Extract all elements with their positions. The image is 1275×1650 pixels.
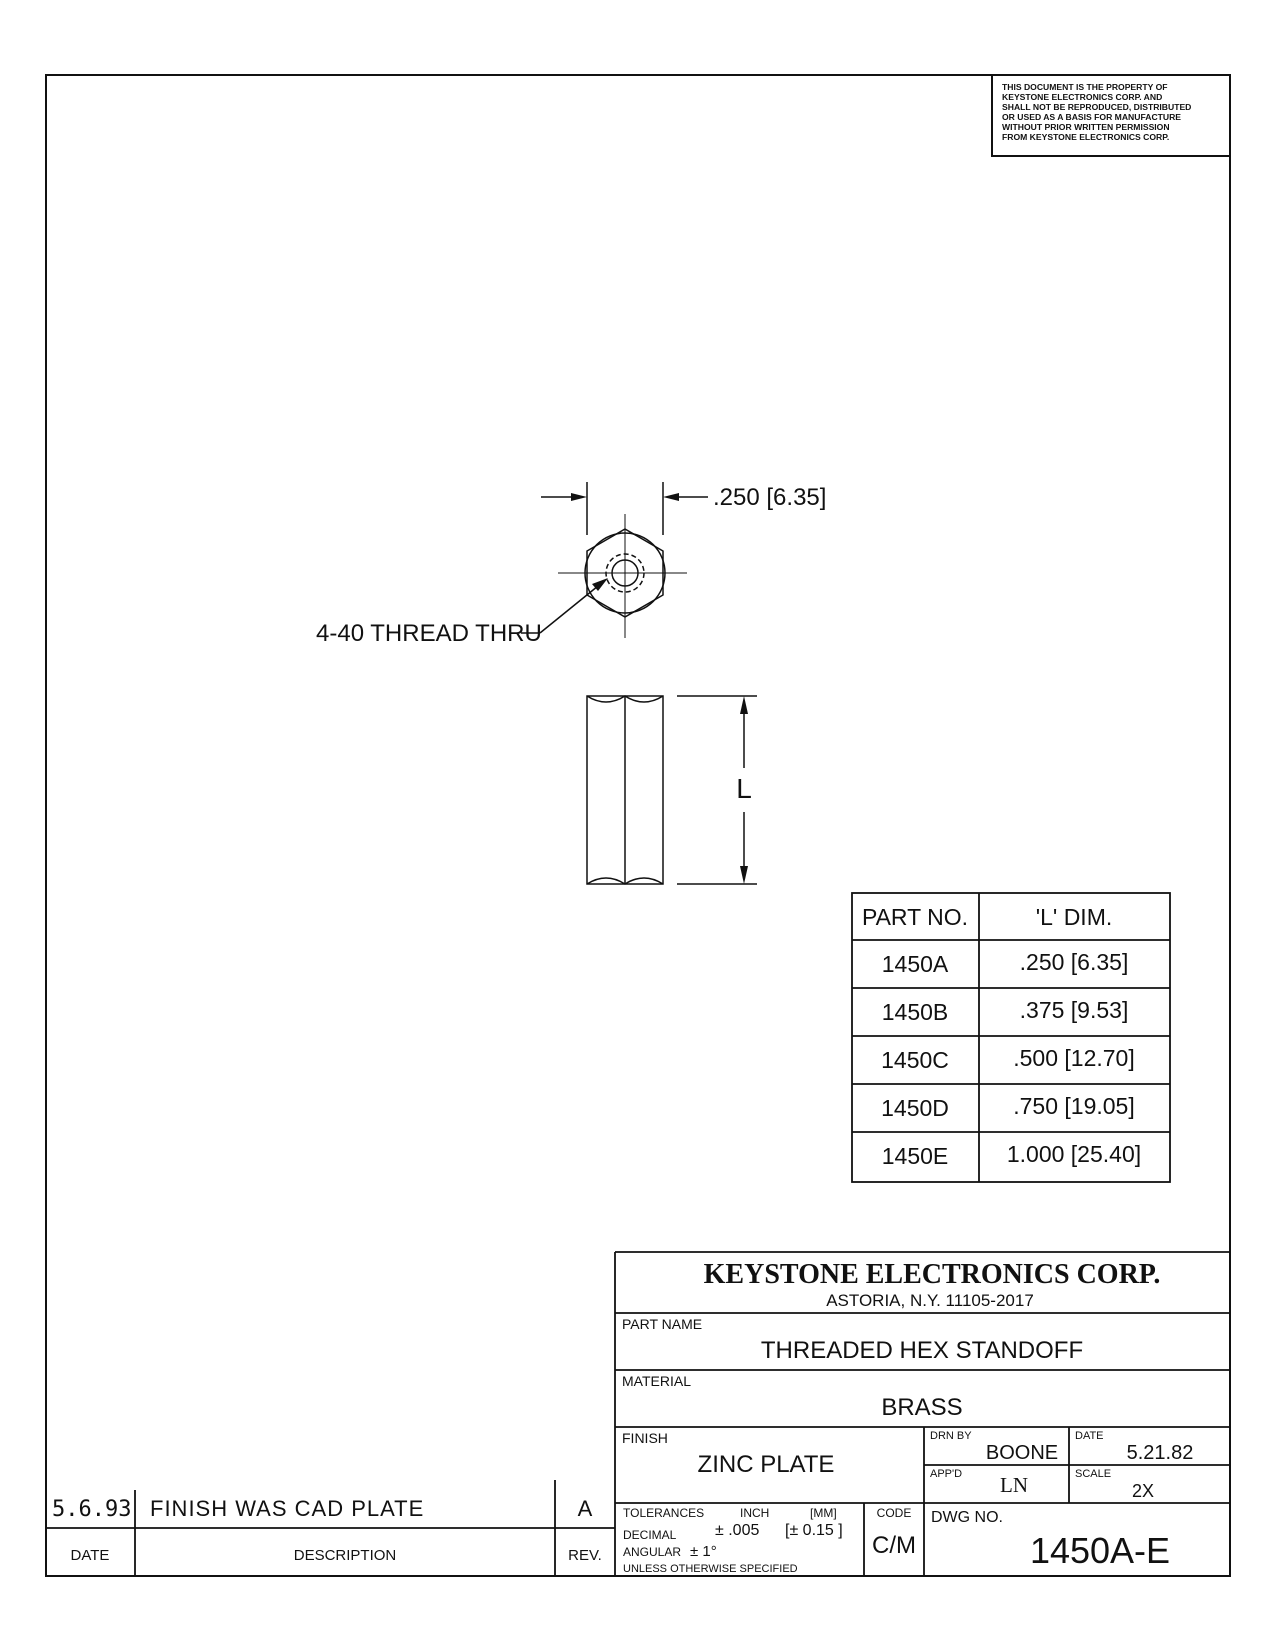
table-cell-l-dim: .500 [12.70] xyxy=(1013,1045,1135,1071)
appd-label: APP'D xyxy=(930,1468,963,1480)
table-cell-part-no: 1450E xyxy=(881,1143,949,1169)
part-name-label: PART NAME xyxy=(622,1316,703,1332)
angular-label: ANGULAR xyxy=(623,1545,682,1559)
company-address: ASTORIA, N.Y. 11105-2017 xyxy=(826,1291,1034,1310)
notice-line: WITHOUT PRIOR WRITTEN PERMISSION xyxy=(1002,122,1170,132)
decimal-label: DECIMAL xyxy=(623,1528,677,1542)
date-label: DATE xyxy=(1075,1430,1104,1442)
revision-header-date: DATE xyxy=(70,1547,110,1564)
revision-letter: A xyxy=(577,1496,593,1521)
revision-header-rev: REV. xyxy=(568,1547,602,1564)
table-cell-part-no: 1450A xyxy=(881,951,949,977)
material: BRASS xyxy=(881,1394,963,1421)
appd: LN xyxy=(1000,1473,1028,1497)
angular-tolerance: ± 1° xyxy=(690,1543,717,1560)
company-name: KEYSTONE ELECTRONICS CORP. xyxy=(703,1259,1161,1290)
code: C/M xyxy=(872,1532,916,1559)
table-header-part-no: PART NO. xyxy=(861,904,969,930)
dwg-no-label: DWG NO. xyxy=(931,1509,1003,1526)
width-dimension-label: .250 [6.35] xyxy=(713,484,827,511)
revision-description: FINISH WAS CAD PLATE xyxy=(150,1496,425,1521)
table-header-l-dim: 'L' DIM. xyxy=(1035,904,1113,930)
finish-label: FINISH xyxy=(622,1430,668,1446)
notice-line: THIS DOCUMENT IS THE PROPERTY OF xyxy=(1002,82,1168,92)
table-cell-l-dim: 1.000 [25.40] xyxy=(1006,1141,1142,1167)
table-cell-part-no: 1450C xyxy=(881,1047,949,1073)
table-cell-part-no: 1450D xyxy=(881,1095,949,1121)
scale-label: SCALE xyxy=(1075,1468,1112,1480)
ownership-notice xyxy=(992,75,1230,156)
length-label: L xyxy=(736,773,752,804)
table-cell-part-no: 1450B xyxy=(881,999,949,1025)
code-label: CODE xyxy=(876,1506,912,1520)
finish: ZINC PLATE xyxy=(697,1451,835,1478)
scale: 2X xyxy=(1131,1481,1155,1501)
notice-line: OR USED AS A BASIS FOR MANUFACTURE xyxy=(1002,112,1182,122)
material-label: MATERIAL xyxy=(622,1373,691,1389)
table-cell-l-dim: .375 [9.53] xyxy=(1019,997,1129,1023)
drn-by: BOONE xyxy=(985,1442,1059,1464)
decimal-inch-tolerance: ± .005 xyxy=(715,1522,760,1539)
table-cell-l-dim: .750 [19.05] xyxy=(1013,1093,1135,1119)
drawing-date: 5.21.82 xyxy=(1126,1442,1194,1464)
notice-line: FROM KEYSTONE ELECTRONICS CORP. xyxy=(1002,132,1170,142)
side-view xyxy=(587,696,663,884)
revision-date: 5.6.93 xyxy=(52,1497,132,1522)
part-name: THREADED HEX STANDOFF xyxy=(760,1337,1084,1364)
revision-header-description: DESCRIPTION xyxy=(293,1547,397,1564)
table-cell-l-dim: .250 [6.35] xyxy=(1019,949,1129,975)
notice-line: SHALL NOT BE REPRODUCED, DISTRIBUTED xyxy=(1002,102,1192,112)
drn-by-label: DRN BY xyxy=(930,1430,972,1442)
inch-label: INCH xyxy=(740,1506,770,1520)
tolerances-label: TOLERANCES xyxy=(623,1506,705,1520)
unless-otherwise-specified: UNLESS OTHERWISE SPECIFIED xyxy=(623,1563,798,1575)
thread-note: 4-40 THREAD THRU xyxy=(316,620,542,647)
hex-end-view xyxy=(558,514,687,638)
parts-table xyxy=(852,893,1170,1182)
mm-label: [MM] xyxy=(810,1506,837,1520)
decimal-mm-tolerance: [± 0.15 ] xyxy=(785,1522,843,1539)
drawing-number: 1450A-E xyxy=(1029,1530,1171,1571)
notice-line: KEYSTONE ELECTRONICS CORP. AND xyxy=(1002,92,1163,102)
revision-block xyxy=(46,1252,615,1576)
